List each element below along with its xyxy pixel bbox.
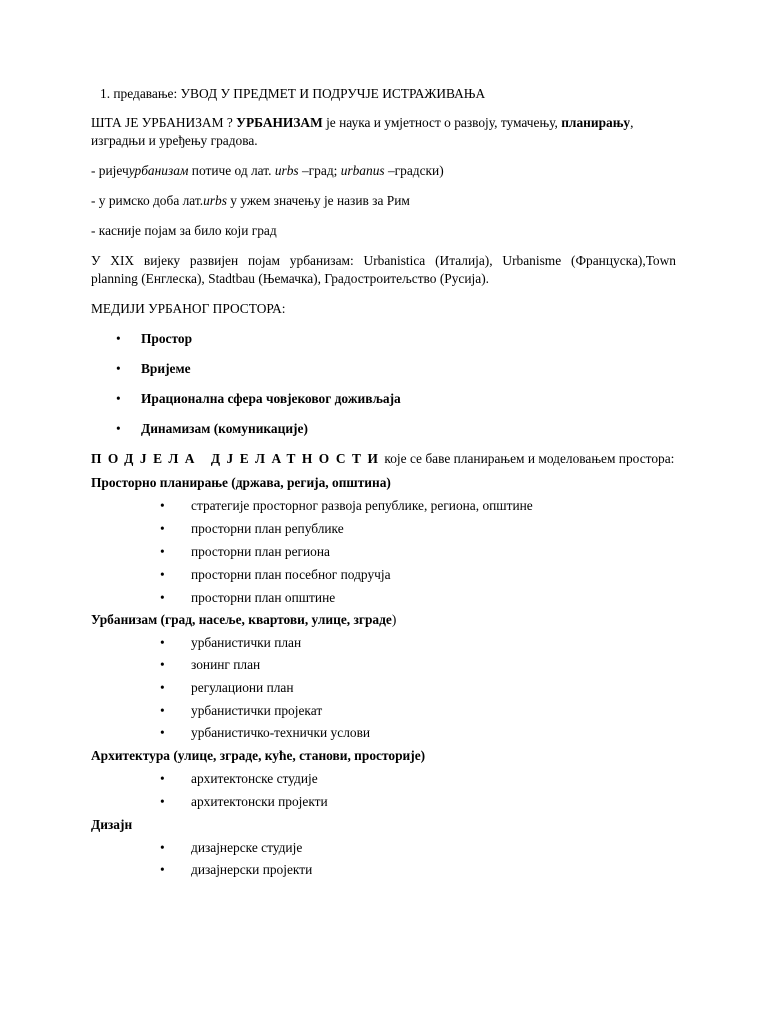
list-item: • просторни план посебног подручја <box>160 567 391 582</box>
bullet-icon: • <box>160 794 165 809</box>
definition-line-1: ШТА ЈЕ УРБАНИЗАМ ? УРБАНИЗАМ је наука и умјетност о развоју, тумачењу, планирању, <box>91 115 634 130</box>
bullet-icon: • <box>160 862 165 877</box>
list-item: • просторни план републике <box>160 521 344 536</box>
bullet-icon: • <box>116 331 121 346</box>
list-item: • дизајнерски пројекти <box>160 862 313 877</box>
xix-line-1: У XIX вијеку развијен појам урбанизам: Urbanistica (Италија), Urbanisme (Француска),Town <box>91 253 676 268</box>
bullet-icon: • <box>160 680 165 695</box>
bullet-icon: • <box>160 771 165 786</box>
bullet-icon: • <box>160 544 165 559</box>
bullet-icon: • <box>160 521 165 536</box>
list-item: • просторни план општине <box>160 590 336 605</box>
list-item: • зонинг план <box>160 657 261 672</box>
bullet-icon: • <box>160 498 165 513</box>
bullet-icon: • <box>160 840 165 855</box>
list-item: • урбанистички план <box>160 635 302 650</box>
bullet-icon: • <box>116 361 121 376</box>
bullet-icon: • <box>160 657 165 672</box>
list-item: • Ирационална сфера човјековог доживљаја <box>116 391 401 406</box>
section-title: Дизајн <box>91 817 133 832</box>
division-line: ПОДЈЕЛА ДЈЕЛАТНОСТИкоје се баве планирањем и моделовањем простора: <box>91 451 675 466</box>
bullet-icon: • <box>160 725 165 740</box>
definition-line-2: изградњи и уређењу градова. <box>91 133 258 148</box>
list-item: • дизајнерске студије <box>160 840 303 855</box>
bullet-icon: • <box>160 567 165 582</box>
list-item: • урбанистичко-технички услови <box>160 725 371 740</box>
section-title: Архитектура (улице, зграде, куће, станови, просторије) <box>91 748 426 763</box>
list-item: • регулациони план <box>160 680 294 695</box>
list-item: • архитектонске студије <box>160 771 318 786</box>
section-title: Просторно планирање (држава, регија, општина) <box>91 475 391 490</box>
media-title: МЕДИЈИ УРБАНОГ ПРОСТОРА: <box>91 301 286 316</box>
list-item: • архитектонски пројекти <box>160 794 328 809</box>
bullet-icon: • <box>160 703 165 718</box>
section-title: Урбанизам (град, насеље, квартови, улице, зграде) <box>91 612 397 627</box>
bullet-icon: • <box>116 421 121 436</box>
list-item: • стратегије просторног развоја републике, региона, општине <box>160 498 533 513</box>
bullet-icon: • <box>116 391 121 406</box>
term-urbanism: УРБАНИЗАМ <box>236 115 323 130</box>
list-item: • Вријеме <box>116 361 191 376</box>
bullet-icon: • <box>160 590 165 605</box>
list-item: • Простор <box>116 331 193 346</box>
list-item: • Динамизам (комуникације) <box>116 421 308 436</box>
lecture-heading: 1. предавање: УВОД У ПРЕДМЕТ И ПОДРУЧЈЕ ИСТРАЖИВАЊА <box>100 86 486 101</box>
list-item: • урбанистички пројекат <box>160 703 323 718</box>
xix-line-2: planning (Енглеска), Stadtbau (Њемачка), Градостроитељство (Русија). <box>91 271 490 286</box>
rome-line: - у римско доба лат.urbs у ужем значењу је назив за Рим <box>91 193 410 208</box>
bullet-icon: • <box>160 635 165 650</box>
etymology-line: - ријечурбанизам потиче од лат. urbs –град; urbanus –градски) <box>91 163 444 178</box>
later-line: - касније појам за било који град <box>91 223 277 238</box>
list-item: • просторни план региона <box>160 544 330 559</box>
